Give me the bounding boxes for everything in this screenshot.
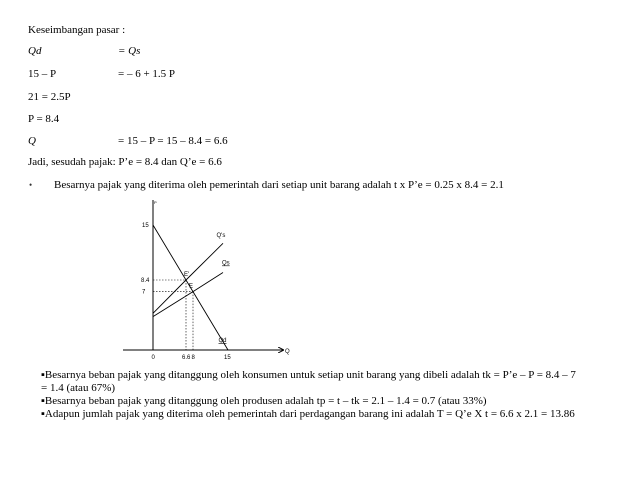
supply-demand-chart — [120, 196, 320, 366]
point-label-e-prime: E' — [184, 272, 190, 278]
series-label-qd: Qd — [218, 338, 227, 344]
note-producer: ▪Besarnya beban pajak yang ditanggung oleh produsen adalah tp = t – tk = 2.1 – 1.4 = 0.7 (atau 33%) — [41, 395, 487, 407]
eq-row-3 — [28, 91, 71, 104]
chart-labels — [141, 200, 290, 361]
eq-row-1 — [28, 45, 141, 58]
bullet-dot: • — [29, 180, 33, 190]
eq-row-4 — [28, 113, 59, 126]
y-tick-label: 8.4 — [141, 278, 150, 284]
eq-left: P = 8.4 — [28, 113, 60, 125]
eq-right: = – 6 + 1.5 P — [118, 68, 176, 80]
eq-right: = Qs — [118, 45, 141, 57]
bottom-notes — [41, 369, 581, 421]
y-tick-label: 15 — [142, 223, 149, 229]
bullet-1: Besarnya pajak yang diterima oleh pemerintah dari setiap unit barang adalah t x P’e = 0.25 x 8.4 = 2.1 — [54, 179, 504, 191]
eq-left: Qd — [28, 45, 42, 57]
series-label-qs-prime: Q's — [216, 233, 226, 239]
x-tick-label: 6.6 — [182, 355, 191, 361]
heading: Keseimbangan pasar : — [28, 24, 126, 36]
eq-row-5 — [28, 135, 228, 148]
eq-right: = 15 – P = 15 – 8.4 = 6.6 — [118, 135, 228, 147]
y-tick-label: 7 — [142, 289, 146, 296]
series-label-qs: Qs — [222, 260, 230, 267]
note-total: ▪Adapun jumlah pajak yang diterima oleh pemerintah dari perdagangan barang ini adalah T = Q’e X t = 6.6 x 2.1 = 13.86 — [41, 408, 575, 420]
eq-left: Q — [28, 135, 36, 147]
note-consumer: ▪Besarnya beban pajak yang ditanggung oleh konsumen untuk setiap unit barang yang dibeli adalah tk = P’e – P = 8.4 – 7 = 1.4 (atau 67%) — [41, 369, 576, 394]
series-qs-line — [153, 243, 223, 313]
y-axis-label: P — [154, 200, 157, 205]
point-label-e: E — [189, 283, 194, 290]
series-qs-line — [153, 273, 223, 317]
x-tick-label: 15 — [224, 355, 231, 361]
x-axis-label: Q — [285, 349, 290, 355]
x-tick-label: 0 — [151, 355, 155, 361]
eq-left: 21 = 2.5P — [28, 91, 71, 103]
eq-row-2 — [28, 68, 176, 81]
conclusion: Jadi, sesudah pajak: P’e = 8.4 dan Q’e = 6.6 — [28, 156, 222, 168]
eq-left: 15 – P — [28, 68, 57, 80]
x-tick-label: 8 — [191, 355, 195, 361]
guide-lines — [153, 280, 193, 350]
